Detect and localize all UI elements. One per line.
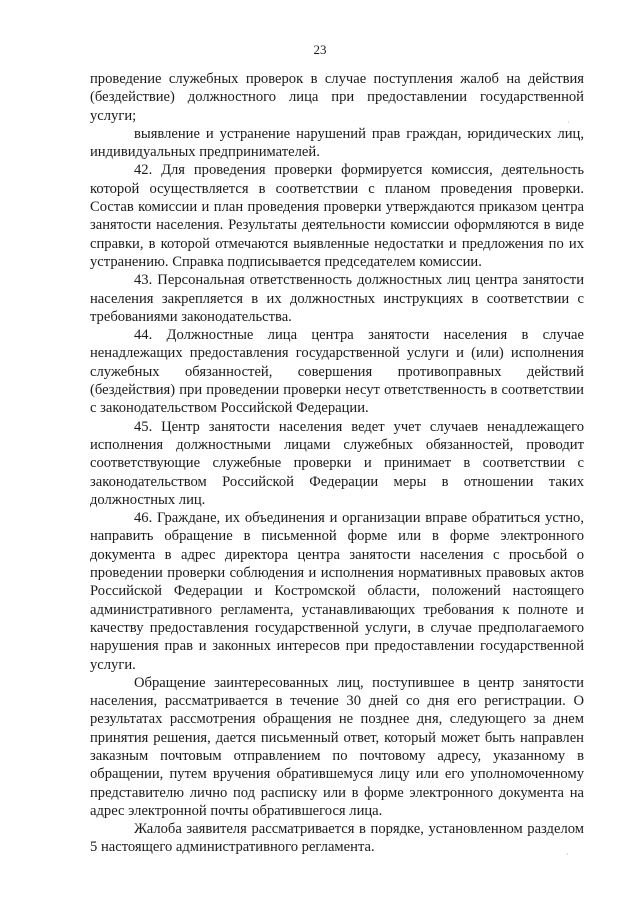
paragraph-1: проведение служебных проверок в случае поступления жалоб на действия (бездействие) должностного лица при предоставлении государственной услуги; xyxy=(90,71,584,124)
paragraph-46: 46. Граждане, их объединения и организации вправе обратиться устно, направить обращение в письменной форме или в форме электронного документа в адрес директора центра занятости населения с просьбой о проведении проверки соблюдения и исполнения нормативных правовых актов Российской Федерации и Костромской области, положений настоящего административного регламента, устанавливающих требования к полноте и качеству предоставления государственной услуги, в случае предполагаемого нарушения прав и законных интересов при предоставлении государственной услуги. xyxy=(90,510,584,673)
paragraph-appeal: Обращение заинтересованных лиц, поступившее в центр занятости населения, рассматривается в течение 30 дней со дня его регистрации. О результатах рассмотрения обращения не позднее дня, следующего за днем принятия решения, дается письменный ответ, который может быть направлен заказным почтовым отправлением по почтовому адресу, указанному в обращении, путем вручения обратившемуся лицу или его уполномоченному представителю лично под расписку или в форме электронного документа на адрес электронной почты обратившегося лица. xyxy=(90,674,584,819)
document-body xyxy=(90,70,584,857)
page-number: 23 xyxy=(313,42,327,57)
paragraph-complaint: Жалоба заявителя рассматривается в порядке, установленном разделом 5 настоящего административного регламента. xyxy=(90,821,584,856)
paragraph-43: 43. Персональная ответственность должностных лиц центра занятости населения закрепляется в их должностных инструкциях в соответствии с требованиями законодательства. xyxy=(90,272,584,325)
paragraph-45: 45. Центр занятости населения ведет учет случаев ненадлежащего исполнения должностными лицами служебных обязанностей, проводит соответствующие служебные проверки и принимает в соответствии с законодательством Российской Федерации меры в отношении таких должностных лиц. xyxy=(90,418,584,508)
paragraph-44: 44. Должностные лица центра занятости населения в случае ненадлежащих предоставления государственной услуги и (или) исполнения служебных обязанностей, совершения противоправных действий (бездействия) при проведении проверки несут ответственность в соответствии с законодательством Российской Федерации. xyxy=(90,327,584,417)
scan-speck: · xyxy=(566,850,569,859)
scan-speck: · xyxy=(567,118,570,127)
paragraph-2: выявление и устранение нарушений прав граждан, юридических лиц, индивидуальных предпринимателей. xyxy=(90,125,584,161)
paragraph-42: 42. Для проведения проверки формируется комиссия, деятельность которой осуществляется в соответствии с планом проведения проверки. Состав комиссии и план проведения проверки утверждаются приказом центра занятости населения. Результаты деятельности комиссии оформляются в виде справки, в которой отмечаются выявленные недостатки и предложения по их устранению. Справка подписывается председателем комиссии. xyxy=(90,162,584,270)
